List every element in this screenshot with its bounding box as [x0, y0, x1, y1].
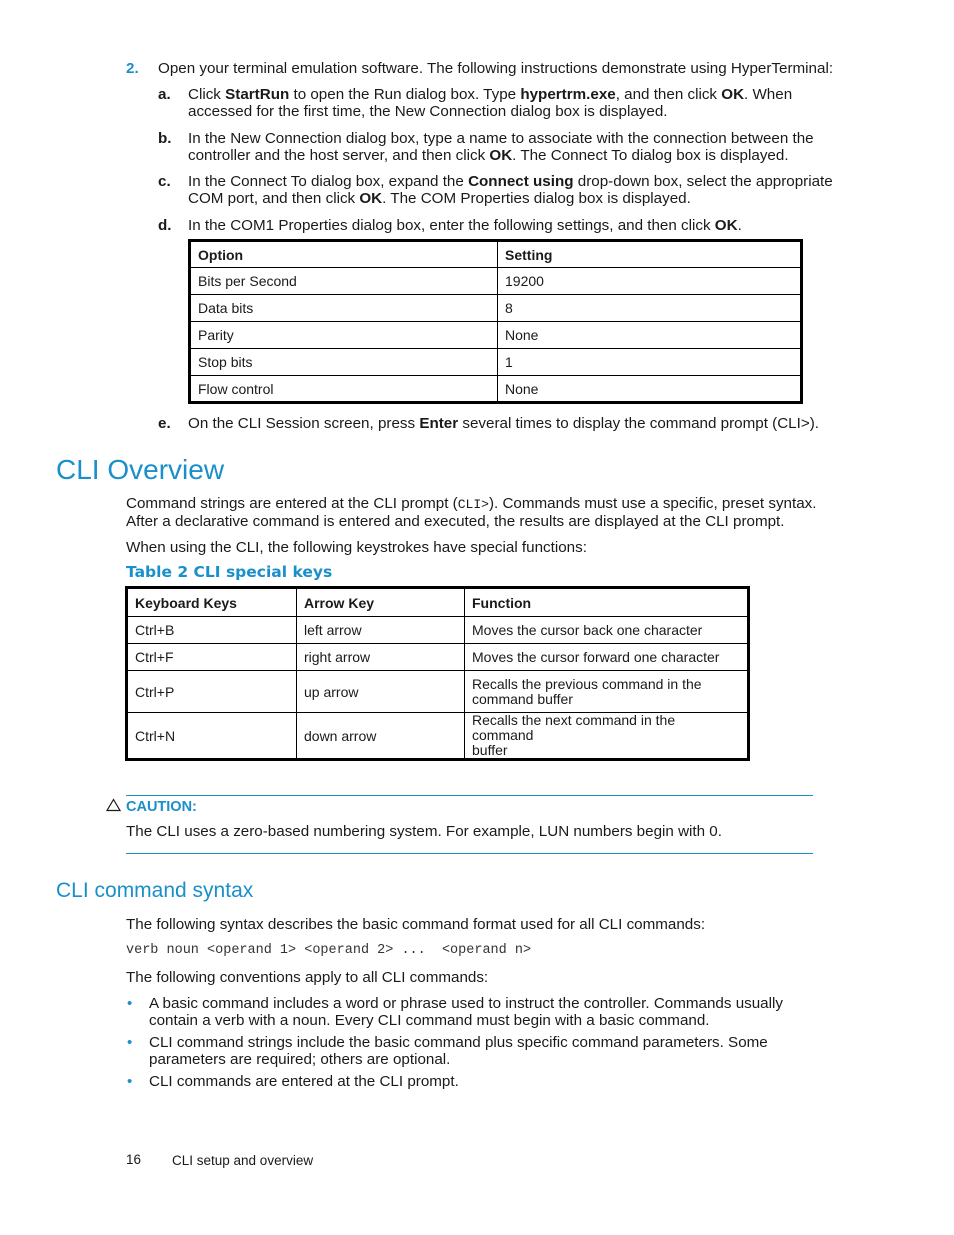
table-cell: Data bits [190, 295, 498, 322]
caution-label: CAUTION: [126, 799, 197, 815]
table-header: Arrow Key [297, 588, 465, 617]
footer-title: CLI setup and overview [172, 1153, 314, 1168]
syntax-code: verb noun <operand 1> <operand 2> ... <operand n> [126, 943, 532, 958]
table-row [127, 713, 749, 760]
table-cell: Bits per Second [190, 268, 498, 295]
conventions-paragraph: The following conventions apply to all CLI commands: [126, 969, 489, 986]
table-cell: Flow control [190, 376, 498, 403]
table-row [127, 617, 749, 644]
substep-letter-b: b. [158, 130, 172, 147]
cli-special-keys-table [125, 586, 750, 761]
step-number: 2. [126, 60, 139, 77]
bullet-icon: • [127, 995, 133, 1012]
table-row [127, 671, 749, 713]
table-cell: Recalls the previous command in the command buffer [465, 671, 749, 713]
substep-d-text: In the COM1 Properties dialog box, enter the following settings, and then click OK. [188, 217, 742, 234]
bullet-icon: • [127, 1034, 133, 1051]
table-cell: Moves the cursor forward one character [465, 644, 749, 671]
table-cell: down arrow [297, 713, 465, 760]
substep-letter-a: a. [158, 86, 171, 103]
step-2-text: Open your terminal emulation software. The following instructions demonstrate using HyperTerminal: [158, 60, 834, 77]
substep-b-text: In the New Connection dialog box, type a name to associate with the connection between the controller and the host server, and then click OK. The Connect To dialog box is displayed. [188, 130, 814, 164]
table-header: Function [465, 588, 749, 617]
table-cell: 1 [498, 349, 802, 376]
substep-letter-c: c. [158, 173, 171, 190]
substep-c-text: In the Connect To dialog box, expand the Connect using drop-down box, select the appropriate COM port, and then click OK. The COM Properties dialog box is displayed. [188, 173, 833, 207]
caution-triangle-icon [106, 798, 121, 816]
substep-letter-d: d. [158, 217, 172, 234]
table-cell: 8 [498, 295, 802, 322]
com-settings-table [188, 239, 803, 404]
table-row [127, 644, 749, 671]
list-item: CLI command strings include the basic command plus specific command parameters. Some parameters are required; others are optional. [149, 1034, 768, 1068]
table-cell: Ctrl+F [127, 644, 297, 671]
table-cell: up arrow [297, 671, 465, 713]
list-item: A basic command includes a word or phrase used to instruct the controller. Commands usually contain a verb with a noun. Every CLI command must begin with a basic command. [149, 995, 783, 1029]
table-cell: left arrow [297, 617, 465, 644]
table-cell: Moves the cursor back one character [465, 617, 749, 644]
table-cell: Stop bits [190, 349, 498, 376]
table-cell: Ctrl+B [127, 617, 297, 644]
table-cell: Ctrl+N [127, 713, 297, 760]
page-number: 16 [126, 1152, 142, 1167]
caution-bottom-rule [126, 853, 813, 854]
subsection-heading: CLI command syntax [56, 879, 254, 902]
substep-e-text: On the CLI Session screen, press Enter several times to display the command prompt (CLI>). [188, 415, 819, 432]
table-cell: Recalls the next command in the command buffer [465, 713, 749, 760]
caution-top-rule [126, 795, 813, 796]
section-heading: CLI Overview [56, 454, 225, 485]
list-item: CLI commands are entered at the CLI prompt. [149, 1073, 459, 1090]
bullet-icon: • [127, 1073, 133, 1090]
caution-text: The CLI uses a zero-based numbering system. For example, LUN numbers begin with 0. [126, 823, 722, 840]
table-cell: 19200 [498, 268, 802, 295]
table-caption: Table 2 CLI special keys [126, 563, 333, 581]
table-cell: Ctrl+P [127, 671, 297, 713]
table-header: Option [190, 241, 498, 268]
table-cell: Parity [190, 322, 498, 349]
table-header: Setting [498, 241, 802, 268]
substep-letter-e: e. [158, 415, 171, 432]
table-cell: None [498, 322, 802, 349]
overview-paragraph: Command strings are entered at the CLI prompt (CLI>). Commands must use a specific, preset syntax. After a declarative command is entered and executed, the results are displayed at the CLI prompt. [126, 495, 817, 530]
overview-paragraph-2: When using the CLI, the following keystrokes have special functions: [126, 539, 587, 556]
table-cell: right arrow [297, 644, 465, 671]
table-header: Keyboard Keys [127, 588, 297, 617]
table-cell: None [498, 376, 802, 403]
substep-a-text: Click StartRun to open the Run dialog box. Type hypertrm.exe, and then click OK. When accessed for the first time, the New Connection dialog box is displayed. [188, 86, 793, 120]
syntax-paragraph: The following syntax describes the basic command format used for all CLI commands: [126, 916, 706, 933]
